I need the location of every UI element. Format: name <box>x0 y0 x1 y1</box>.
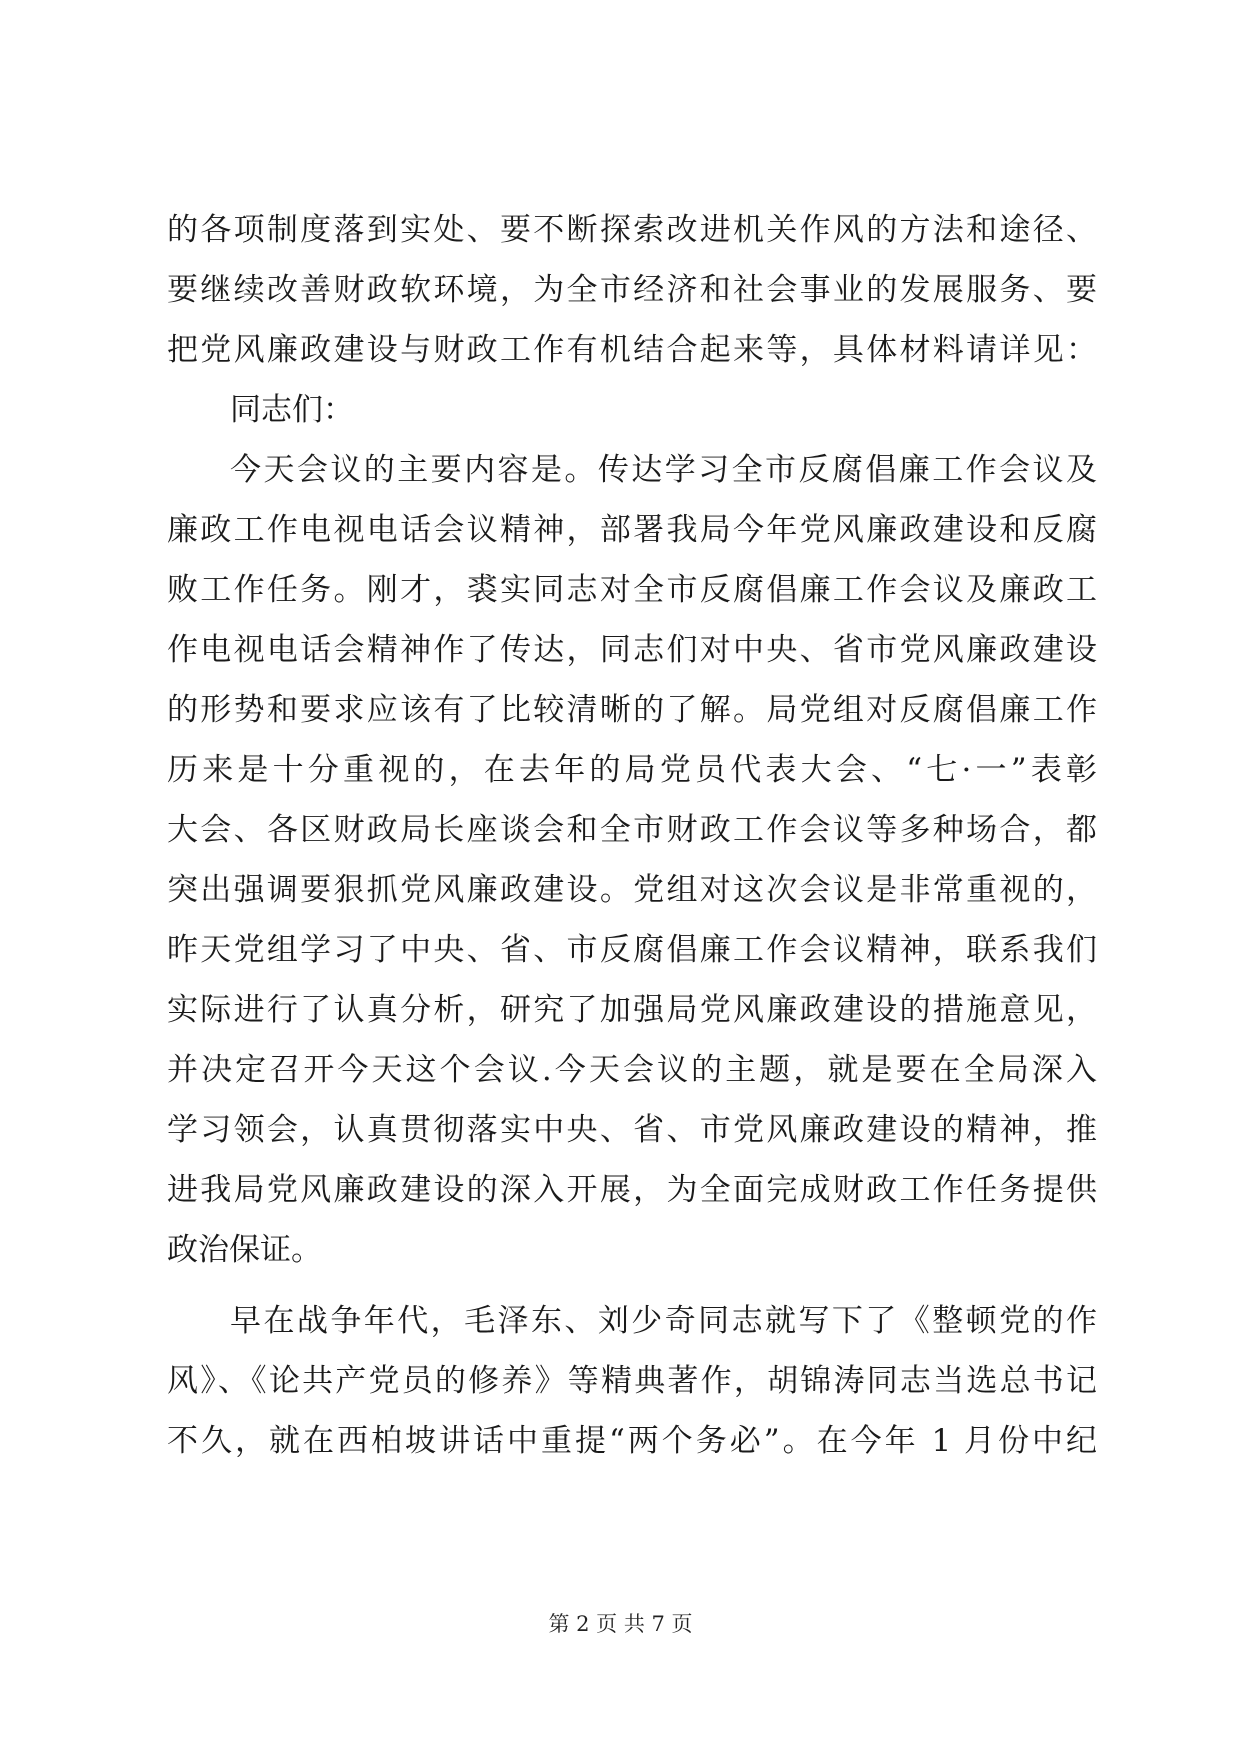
text-line: 学习领会，认真贯彻落实中央、省、市党风廉政建设的精神，推 <box>167 1112 1097 1148</box>
text-line: 把党风廉政建设与财政工作有机结合起来等，具体材料请详见： <box>167 332 1097 368</box>
text-line: 的形势和要求应该有了比较清晰的了解。局党组对反腐倡廉工作 <box>167 692 1097 728</box>
text-line: 廉政工作电视电话会议精神，部署我局今年党风廉政建设和反腐 <box>167 512 1097 548</box>
text-line: 不久，就在西柏坡讲话中重提“两个务必”。在今年 1 月份中纪 <box>167 1423 1097 1459</box>
paragraph <box>167 380 1097 440</box>
text-line: 败工作任务。刚才，裘实同志对全市反腐倡廉工作会议及廉政工 <box>167 572 1097 608</box>
text-line: 政治保证。 <box>167 1232 322 1268</box>
paragraph-gap <box>167 1280 1097 1291</box>
text-line: 今天会议的主要内容是。传达学习全市反腐倡廉工作会议及 <box>230 452 1097 488</box>
text-line: 大会、各区财政局长座谈会和全市财政工作会议等多种场合，都 <box>167 812 1097 848</box>
text-line: 突出强调要狠抓党风廉政建设。党组对这次会议是非常重视的， <box>167 872 1097 908</box>
text-line: 的各项制度落到实处、要不断探索改进机关作风的方法和途径、 <box>167 212 1097 248</box>
text-line: 实际进行了认真分析，研究了加强局党风廉政建设的措施意见， <box>167 992 1097 1028</box>
text-line: 进我局党风廉政建设的深入开展，为全面完成财政工作任务提供 <box>167 1172 1097 1208</box>
paragraph <box>167 200 1097 380</box>
text-line: 并决定召开今天这个会议.今天会议的主题，就是要在全局深入 <box>167 1052 1097 1088</box>
text-line: 历来是十分重视的，在去年的局党员代表大会、“七·一”表彰 <box>167 752 1097 788</box>
page-number-footer: 第 2 页 共 7 页 <box>548 1612 693 1636</box>
text-line: 要继续改善财政软环境，为全市经济和社会事业的发展服务、要 <box>167 272 1097 308</box>
document-body <box>167 200 1097 1471</box>
text-line: 作电视电话会精神作了传达，同志们对中央、省市党风廉政建设 <box>167 632 1097 668</box>
text-line: 早在战争年代，毛泽东、刘少奇同志就写下了《整顿党的作 <box>230 1303 1097 1339</box>
text-line: 风》、《论共产党员的修养》等精典著作，胡锦涛同志当选总书记 <box>167 1363 1097 1399</box>
paragraph <box>167 440 1097 1280</box>
text-line: 昨天党组学习了中央、省、市反腐倡廉工作会议精神，联系我们 <box>167 932 1097 968</box>
paragraph <box>167 1291 1097 1471</box>
salutation-line: 同志们： <box>230 392 354 428</box>
